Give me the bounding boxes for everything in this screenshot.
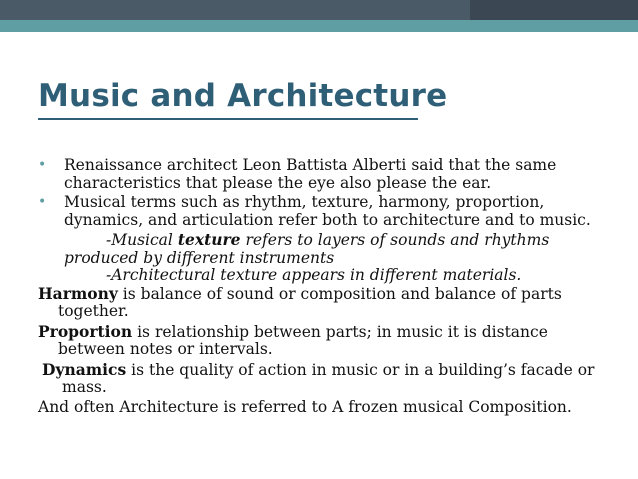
bullet-icon: • <box>38 157 47 173</box>
bullet-text: Renaissance architect Leon Battista Alberti said that the same characteristics that please the eye also please the ear. <box>64 156 557 192</box>
term-dynamics <box>38 361 613 397</box>
sub-point-keyword: texture <box>177 230 241 249</box>
sub-point-prefix: -Musical <box>106 231 178 249</box>
title-underline <box>38 118 418 120</box>
slide-title: Music and Architecture <box>38 78 448 114</box>
sub-point-musical-texture <box>38 231 613 250</box>
bullet-text: Musical terms such as rhythm, texture, harmony, proportion, dynamics, and articulation refer both to architecture and to music. <box>64 193 591 229</box>
term-definition: is balance of sound or composition and balance of parts together. <box>58 284 562 320</box>
top-bar-stripe <box>0 20 638 32</box>
term-label: Dynamics <box>42 359 127 379</box>
sub-point-architectural-texture: -Architectural texture appears in different materials. <box>106 266 522 284</box>
top-bar-accent <box>470 0 638 20</box>
bullet-item <box>38 194 613 229</box>
bullet-icon: • <box>38 194 47 210</box>
closing-statement: And often Architecture is referred to A frozen musical Composition. <box>38 397 572 416</box>
sub-point-text: refers to layers of sounds and rhythms <box>240 231 550 249</box>
term-harmony <box>38 285 613 321</box>
term-proportion <box>38 323 613 359</box>
term-label: Proportion <box>38 321 133 341</box>
term-label: Harmony <box>38 283 118 303</box>
term-definition: is relationship between parts; in music it is distance between notes or intervals. <box>58 322 548 358</box>
sub-point-continuation: produced by different instruments <box>64 248 335 267</box>
slide-body <box>38 157 613 418</box>
term-definition: is the quality of action in music or in a building’s facade or mass. <box>62 360 595 396</box>
bullet-item <box>38 157 613 192</box>
